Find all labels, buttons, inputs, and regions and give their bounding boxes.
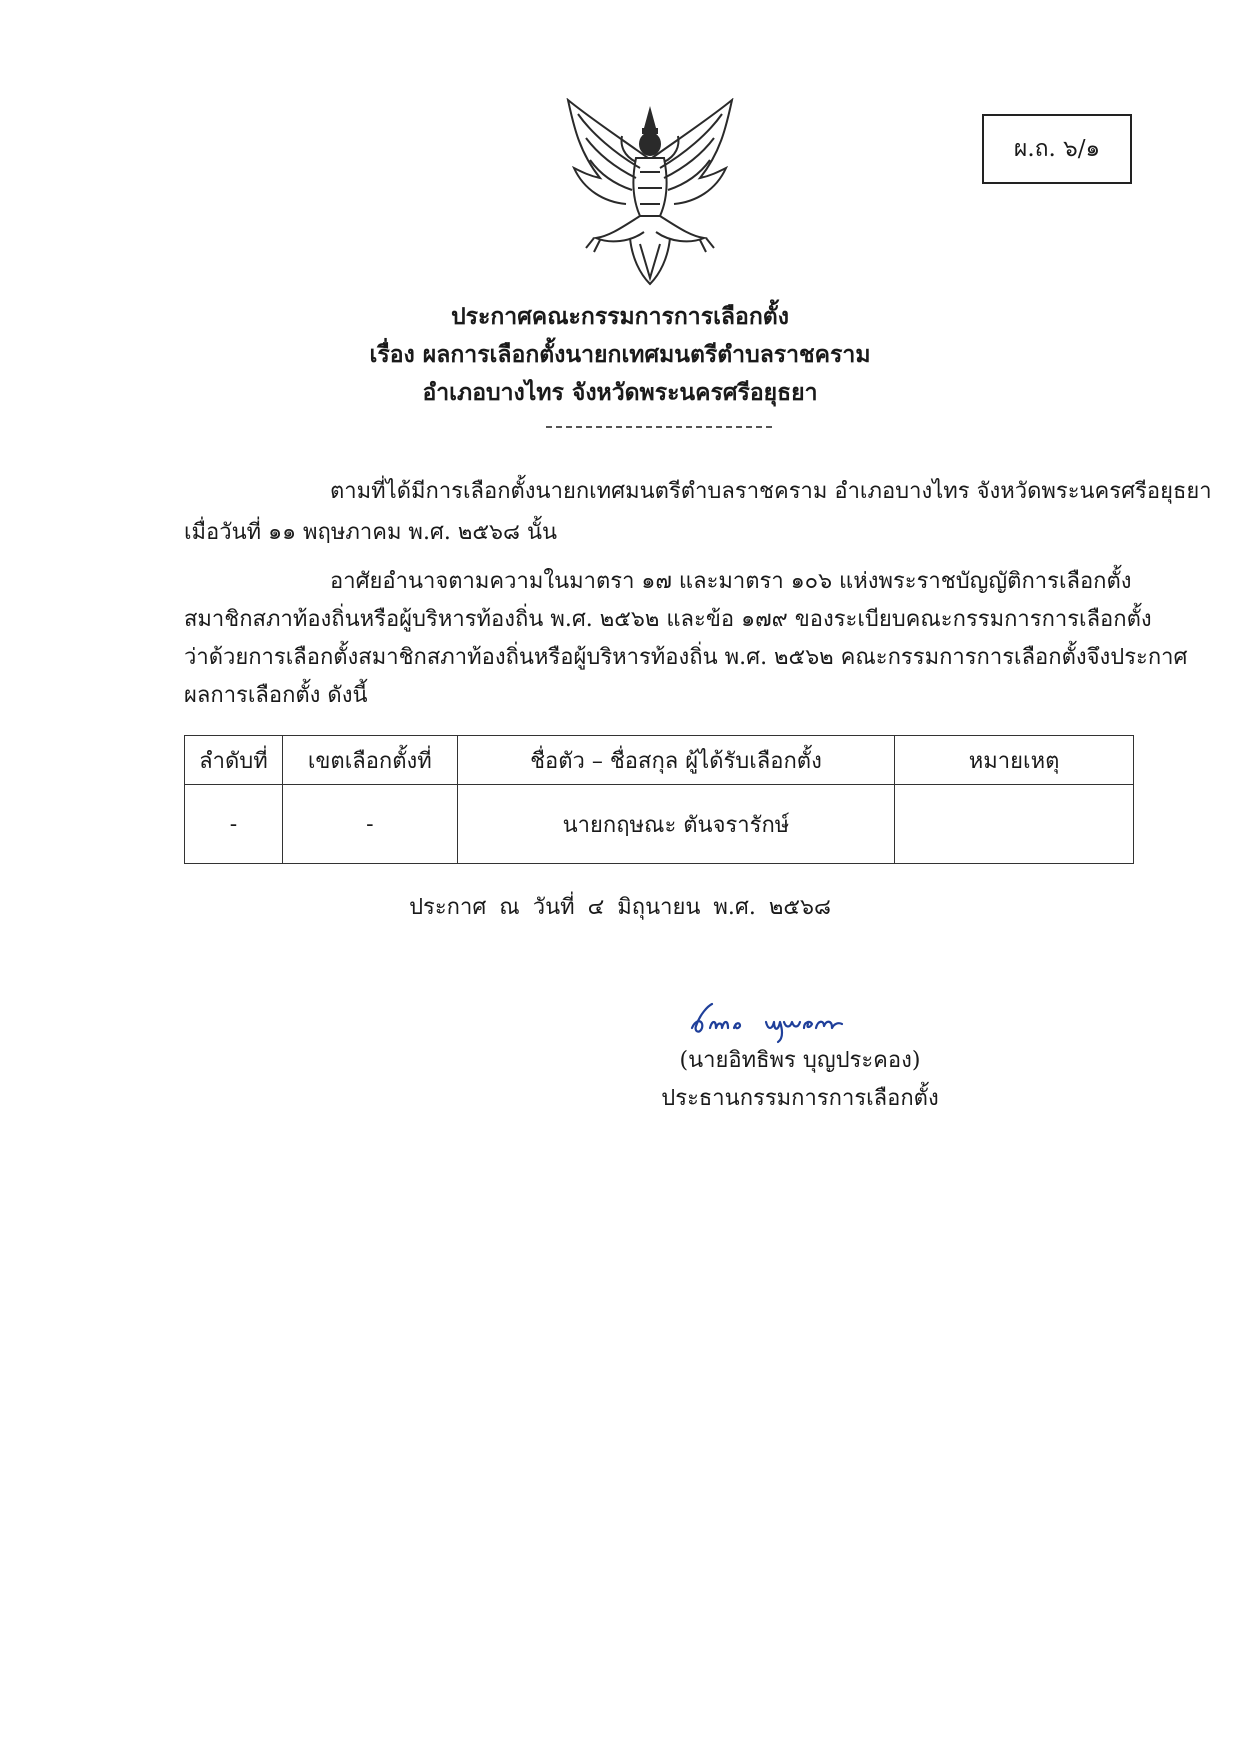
heading-line-3: อำเภอบางไทร จังหวัดพระนครศรีอยุธยา bbox=[422, 379, 818, 406]
table-header-row bbox=[185, 736, 1134, 785]
signer-title: ประธานกรรมการการเลือกตั้ง bbox=[661, 1086, 939, 1111]
paragraph-2-line-2: สมาชิกสภาท้องถิ่นหรือผู้บริหารท้องถิ่น พ.ศ. ๒๕๖๒ และข้อ ๑๗๙ ของระเบียบคณะกรรมการการเลือกตั้ง bbox=[184, 607, 1152, 632]
garuda-emblem-icon bbox=[560, 98, 740, 288]
announcement-date: ประกาศ ณ วันที่ ๔ มิถุนายน พ.ศ. ๒๕๖๘ bbox=[409, 895, 831, 920]
handwritten-signature bbox=[686, 998, 846, 1044]
paragraph-1-line-2: เมื่อวันที่ ๑๑ พฤษภาคม พ.ศ. ๒๕๖๘ นั้น bbox=[184, 520, 558, 545]
heading-line-1: ประกาศคณะกรรมการการเลือกตั้ง bbox=[451, 303, 789, 330]
paragraph-1-line-1: ตามที่ได้มีการเลือกตั้งนายกเทศมนตรีตำบลราชคราม อำเภอบางไทร จังหวัดพระนครศรีอยุธยา bbox=[330, 479, 1212, 504]
form-code-label: ผ.ถ. ๖/๑ bbox=[1013, 136, 1101, 162]
paragraph-2-line-4: ผลการเลือกตั้ง ดังนี้ bbox=[184, 683, 368, 708]
header-order: ลำดับที่ bbox=[185, 736, 283, 785]
cell-remarks bbox=[895, 785, 1134, 864]
cell-elected-name: นายกฤษณะ ตันจรารักษ์ bbox=[457, 785, 894, 864]
form-code-box bbox=[982, 114, 1132, 184]
signer-name: (นายอิทธิพร บุญประคอง) bbox=[679, 1048, 921, 1073]
heading-divider bbox=[546, 426, 772, 428]
cell-order: - bbox=[185, 785, 283, 864]
cell-constituency: - bbox=[282, 785, 457, 864]
paragraph-2-line-1: อาศัยอำนาจตามความในมาตรา ๑๗ และมาตรา ๑๐๖ แห่งพระราชบัญญัติการเลือกตั้ง bbox=[330, 569, 1132, 594]
heading-line-2: เรื่อง ผลการเลือกตั้งนายกเทศมนตรีตำบลราชคราม bbox=[369, 341, 871, 368]
header-constituency: เขตเลือกตั้งที่ bbox=[282, 736, 457, 785]
header-remarks: หมายเหตุ bbox=[895, 736, 1134, 785]
paragraph-2-line-3: ว่าด้วยการเลือกตั้งสมาชิกสภาท้องถิ่นหรือผู้บริหารท้องถิ่น พ.ศ. ๒๕๖๒ คณะกรรมการการเลือกตั้งจึงประกาศ bbox=[184, 645, 1188, 670]
table-row bbox=[185, 785, 1134, 864]
election-result-table bbox=[184, 735, 1134, 864]
header-elected-name: ชื่อตัว – ชื่อสกุล ผู้ได้รับเลือกตั้ง bbox=[457, 736, 894, 785]
